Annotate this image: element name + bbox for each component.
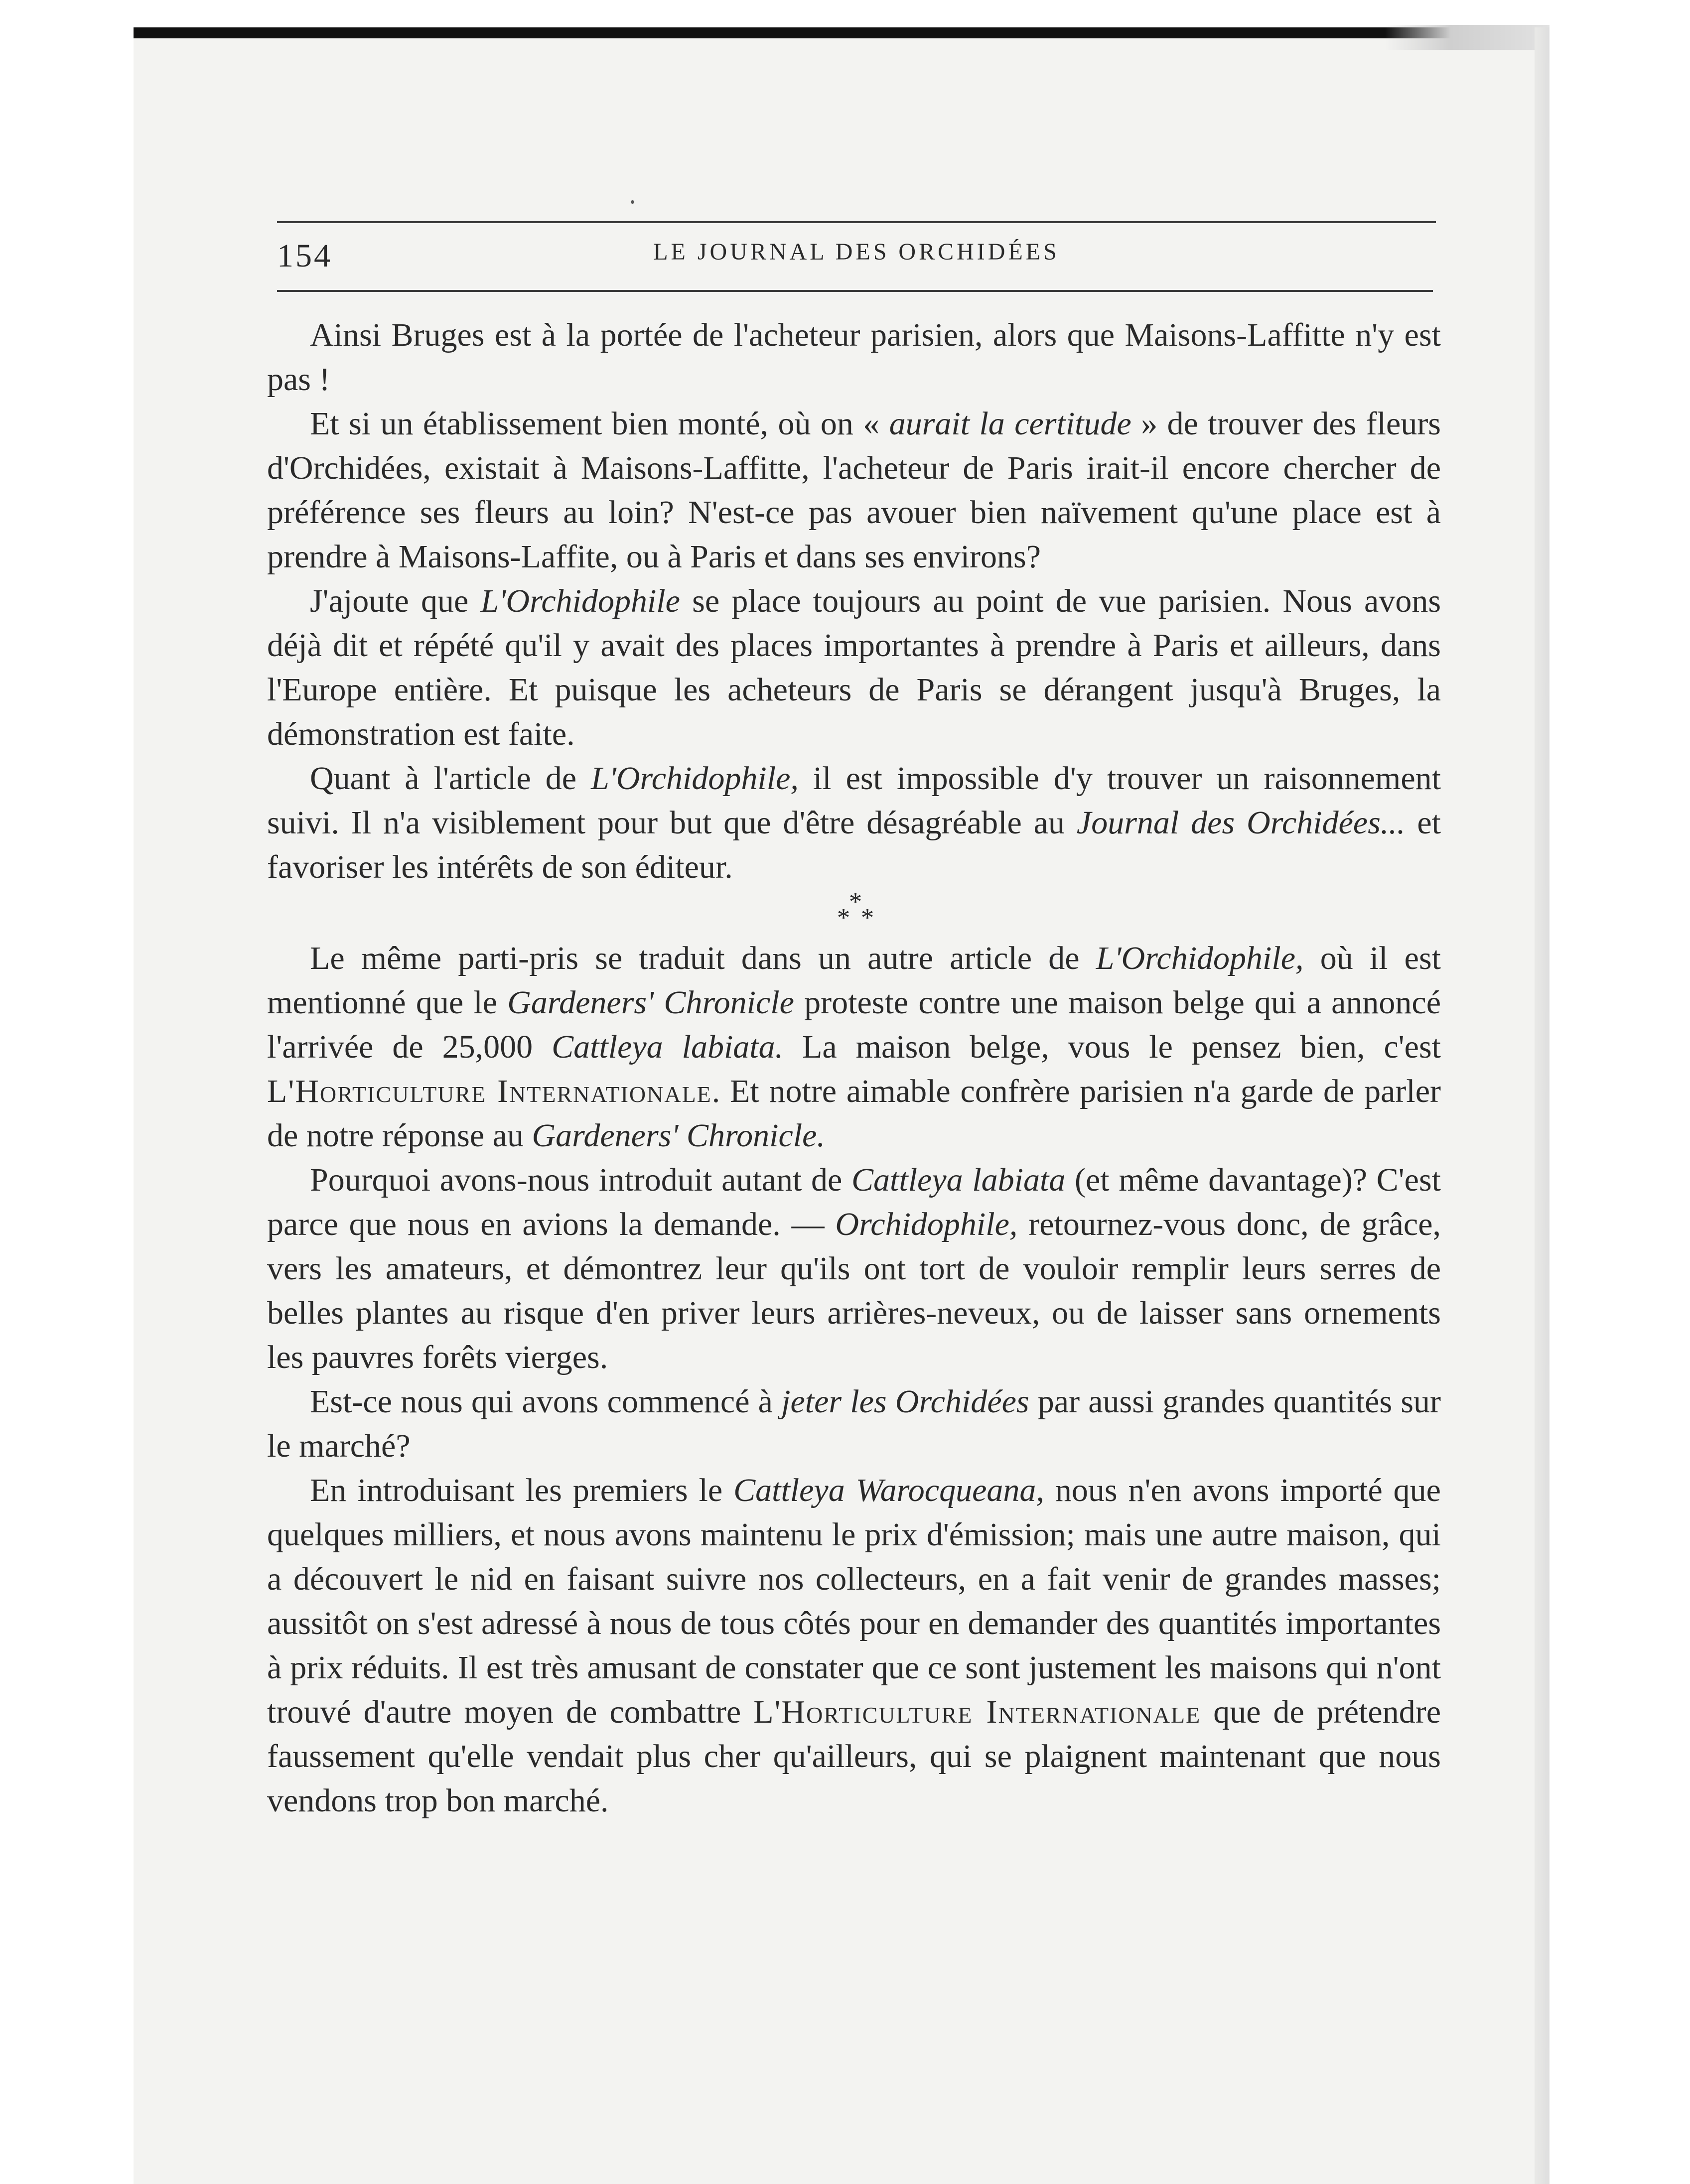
paragraph-5 — [267, 936, 1441, 1158]
paragraph-7 — [267, 1379, 1441, 1468]
text-run: proteste contre une maison belge qui a annoncé l'arrivée de 25,000 — [267, 984, 1441, 1065]
italic-run: L'Orchidophile, — [591, 760, 799, 797]
italic-run: Cattleya Warocqueana, — [733, 1472, 1044, 1508]
text-run: J'ajoute que — [310, 583, 481, 619]
header-top-rule — [277, 221, 1436, 223]
ink-speck — [631, 200, 634, 204]
italic-run: Cattleya labiata. — [552, 1029, 784, 1065]
italic-run: L'Orchidophile — [480, 583, 680, 619]
text-run: Et si un établissement bien monté, où on « — [310, 406, 889, 442]
small-caps-run: L'Horticulture Internationale — [267, 1073, 712, 1109]
paragraph-4 — [267, 756, 1441, 889]
italic-run: L'Orchidophile, — [1096, 940, 1304, 976]
small-caps-run: L'Horticulture Internationale — [753, 1694, 1201, 1730]
text-run: où il est mentionné que le — [267, 940, 1441, 1021]
text-run: Est-ce nous qui avons commencé à — [310, 1383, 782, 1420]
article-body — [267, 313, 1441, 1823]
paragraph-6 — [267, 1158, 1441, 1379]
italic-run: Orchidophile, — [835, 1206, 1018, 1242]
italic-run: Cattleya labiata — [851, 1162, 1066, 1198]
text-run: Quant à l'article de — [310, 760, 591, 797]
italic-run: Gardeners' Chronicle. — [532, 1117, 825, 1154]
header-bottom-rule — [277, 290, 1433, 292]
italic-run: Gardeners' Chronicle — [507, 984, 794, 1021]
paragraph-1 — [267, 313, 1441, 402]
text-run: retournez-vous donc, de grâce, vers les amateurs, et démontrez leur qu'ils ont tort de vouloir remplir leurs serres de belles plantes au risque d'en priver leurs arrières-neveux, ou de laisser sans ornements les pauvres forêts vierges. — [267, 1206, 1441, 1375]
text-run: (et même davantage)? C'est parce que nous en avions la demande. — — [267, 1162, 1441, 1242]
text-run: que de prétendre faussement qu'elle vendait plus cher qu'ailleurs, qui se plaignent maintenant que nous vendons trop bon marché. — [267, 1694, 1441, 1819]
text-run: et favoriser les intérêts de son éditeur. — [267, 805, 1441, 885]
text-run: Pourquoi avons-nous introduit autant de — [310, 1162, 852, 1198]
asterism — [267, 886, 1441, 936]
page-number: 154 — [277, 238, 332, 274]
page-header — [277, 217, 1436, 296]
text-run: il est impossible d'y trouver un raisonnement suivi. Il n'a visiblement pour but que d'être désagréable au — [267, 760, 1441, 841]
text-run: En introduisant les premiers le — [310, 1472, 734, 1508]
asterism-star: * — [861, 904, 874, 932]
running-head: LE JOURNAL DES ORCHIDÉES — [653, 239, 1060, 265]
italic-run: jeter les Orchidées — [781, 1383, 1029, 1420]
paragraph-2 — [267, 402, 1441, 579]
italic-run: aurait la certitude — [889, 406, 1131, 442]
text-run: Le même parti-pris se traduit dans un autre article de — [310, 940, 1096, 976]
text-run: nous n'en avons importé que quelques milliers, et nous avons maintenu le prix d'émission; mais une autre maison, qui a découvert le nid en faisant suivre nos collecteurs, en a fait venir de grandes masses; aussitôt on s'est adressé à nous de tous côtés pour en demander des quantités importantes à prix réduits. Il est très amusant de constater que ce sont justement les maisons qui n'ont trouvé d'autre moyen de combattre — [267, 1472, 1441, 1730]
paragraph-8 — [267, 1468, 1441, 1823]
text-run: La maison belge, vous le pensez bien, c'est — [783, 1029, 1441, 1065]
asterism-star: * — [849, 888, 862, 916]
page-top-edge — [134, 27, 1540, 38]
text-run: se place toujours au point de vue parisien. Nous avons déjà dit et répété qu'il y avait des places importantes à prendre à Paris et ailleurs, dans l'Europe entière. Et puisque les acheteurs de Paris se dérangent jusqu'à Bruges, la démonstration est faite. — [267, 583, 1441, 752]
paragraph-3 — [267, 579, 1441, 756]
italic-run: Journal des Orchidées... — [1076, 805, 1406, 841]
page-right-edge — [1535, 27, 1549, 2184]
text-run: . Et notre aimable confrère parisien n'a garde de parler de notre réponse au — [267, 1073, 1441, 1154]
text-run: par aussi grandes quantités sur le marché? — [267, 1383, 1441, 1464]
asterism-star: * — [837, 904, 850, 932]
page-corner-glare — [1385, 25, 1549, 50]
text-run: » de trouver des fleurs d'Orchidées, existait à Maisons-Laffitte, l'acheteur de Paris irait-il encore chercher de préférence ses fleurs au loin? N'est-ce pas avouer bien naïvement qu'une place est à prendre à Maisons-Laffite, ou à Paris et dans ses environs? — [267, 406, 1441, 575]
text-run: Ainsi Bruges est à la portée de l'acheteur parisien, alors que Maisons-Laffitte n'y est pas ! — [267, 317, 1441, 398]
